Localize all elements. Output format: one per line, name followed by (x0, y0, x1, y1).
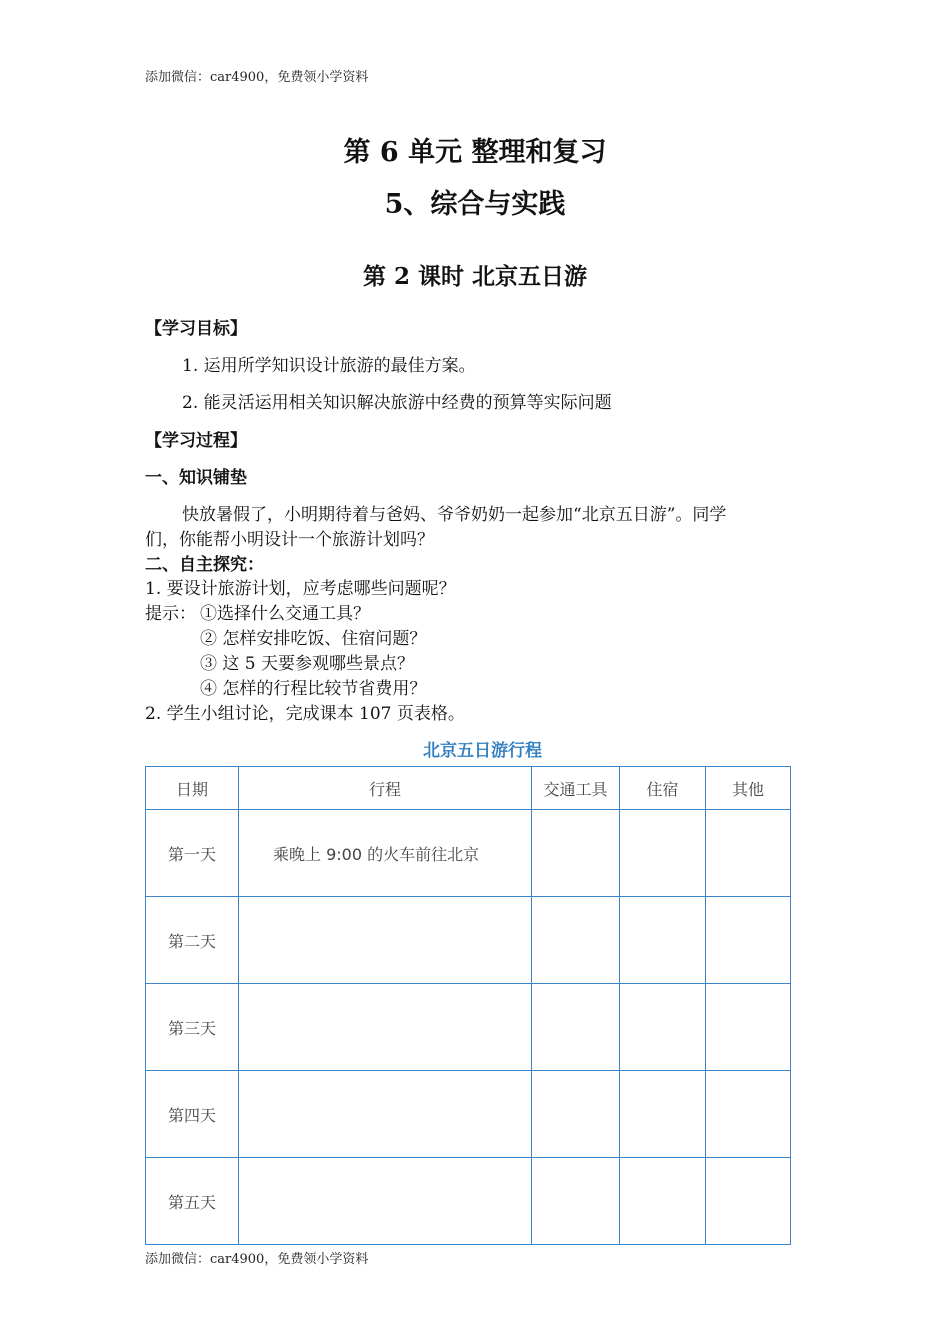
header-route: 行程 (239, 767, 532, 810)
header-transport: 交通工具 (532, 767, 620, 810)
hint-3: ③ 这 5 天要参观哪些景点？ (200, 654, 415, 674)
hint-2: ② 怎样安排吃饭、住宿问题？ (200, 629, 427, 649)
part2-heading: 二、自主探究： (145, 555, 264, 575)
table-row (146, 810, 791, 897)
question-1: 1. 要设计旅游计划，应考虑哪些问题呢？ (145, 579, 456, 599)
hint-label: 提示： (145, 604, 196, 624)
goal-item-2: 2. 能灵活运用相关知识解决旅游中经费的预算等实际问题 (182, 393, 612, 413)
lodging-cell[interactable] (620, 1158, 706, 1245)
day-cell: 第五天 (146, 1158, 239, 1245)
itinerary-table (145, 766, 791, 1245)
lodging-cell[interactable] (620, 810, 706, 897)
section-title: 5、综合与实践 (384, 189, 566, 220)
part1-text-line1: 快放暑假了，小明期待着与爸妈、爷爷奶奶一起参加“北京五日游”。同学 (182, 505, 727, 525)
route-cell[interactable]: 乘晚上 9:00 的火车前往北京 (239, 810, 532, 897)
page-footer: 添加微信：car4900，免费领小学资料 (145, 1252, 369, 1267)
other-cell[interactable] (706, 810, 791, 897)
header-date: 日期 (146, 767, 239, 810)
day-cell: 第三天 (146, 984, 239, 1071)
part1-heading: 一、知识铺垫 (145, 468, 247, 488)
table-row (146, 1158, 791, 1245)
transport-cell[interactable] (532, 1071, 620, 1158)
other-cell[interactable] (706, 897, 791, 984)
other-cell[interactable] (706, 984, 791, 1071)
header-other: 其他 (706, 767, 791, 810)
transport-cell[interactable] (532, 984, 620, 1071)
hint-4: ④ 怎样的行程比较节省费用？ (200, 679, 427, 699)
table-row (146, 984, 791, 1071)
day-cell: 第二天 (146, 897, 239, 984)
process-heading: 【学习过程】 (145, 431, 247, 451)
transport-cell[interactable] (532, 897, 620, 984)
route-cell[interactable] (239, 897, 532, 984)
table-row (146, 897, 791, 984)
transport-cell[interactable] (532, 810, 620, 897)
unit-title: 第 6 单元 整理和复习 (343, 137, 607, 168)
day-cell: 第四天 (146, 1071, 239, 1158)
lodging-cell[interactable] (620, 984, 706, 1071)
lesson-title: 第 2 课时 北京五日游 (362, 263, 588, 290)
goals-heading: 【学习目标】 (145, 319, 247, 339)
transport-cell[interactable] (532, 1158, 620, 1245)
lodging-cell[interactable] (620, 1071, 706, 1158)
goal-item-1: 1. 运用所学知识设计旅游的最佳方案。 (182, 356, 476, 376)
table-title: 北京五日游行程 (423, 741, 542, 761)
route-cell[interactable] (239, 984, 532, 1071)
lodging-cell[interactable] (620, 897, 706, 984)
page-header: 添加微信：car4900，免费领小学资料 (145, 70, 369, 85)
hint-1: ①选择什么交通工具？ (200, 604, 370, 624)
other-cell[interactable] (706, 1158, 791, 1245)
header-lodging: 住宿 (620, 767, 706, 810)
route-cell[interactable] (239, 1158, 532, 1245)
part1-text-line2: 们，你能帮小明设计一个旅游计划吗？ (145, 530, 434, 550)
table-header-row (146, 767, 791, 810)
other-cell[interactable] (706, 1071, 791, 1158)
day-cell: 第一天 (146, 810, 239, 897)
question-2: 2. 学生小组讨论，完成课本 107 页表格。 (145, 704, 465, 724)
route-cell[interactable] (239, 1071, 532, 1158)
table-row (146, 1071, 791, 1158)
